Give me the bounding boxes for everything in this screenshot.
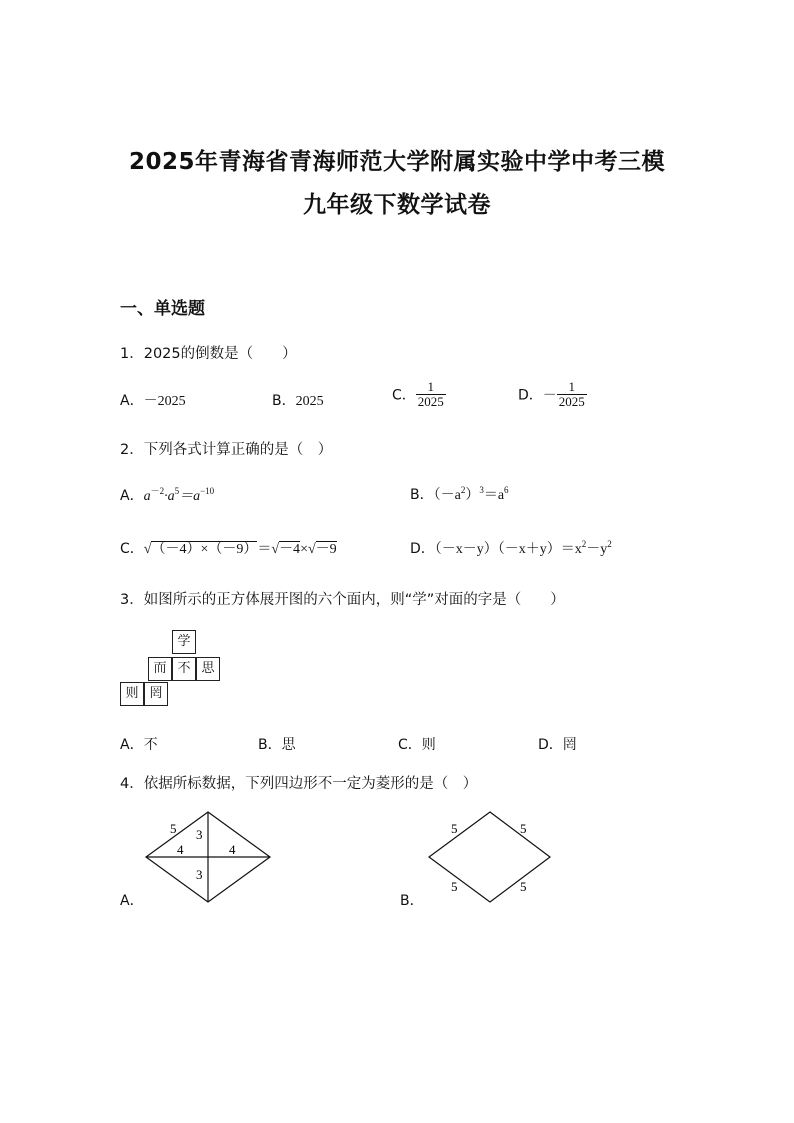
fig-b-label-bottom-right: 5 <box>520 879 527 894</box>
q2-option-c[interactable] <box>120 538 337 558</box>
q2-option-a-expr: $a^{-2}\cdot a^5=a^{-10}$ <box>143 486 215 504</box>
q2-option-d[interactable] <box>410 538 612 558</box>
q1-option-d-fraction <box>557 380 587 409</box>
section-heading: 一、单选题 <box>120 299 205 319</box>
sqrt-icon: √ <box>307 542 316 557</box>
question-1-stem: 1．2025的倒数是（ ） <box>120 346 297 362</box>
q1-d-denominator: 2025 <box>558 394 585 409</box>
q3-option-b[interactable]: B．思 <box>258 737 296 753</box>
q1-option-c[interactable] <box>392 380 446 409</box>
fig-a-label-left-half: 4 <box>177 842 184 857</box>
q2-option-d-expr: $(-x-y)(-x+y)=x^2-y^2$ <box>434 539 612 557</box>
fig-a-label-right-half: 4 <box>229 842 236 857</box>
fig-b-label-bottom-left: 5 <box>451 879 458 894</box>
page-subtitle: 九年级下数学试卷 <box>303 192 491 218</box>
fig-a-label-lower-half: 3 <box>196 867 203 882</box>
q4-option-a-letter[interactable]: A． <box>120 893 144 909</box>
q1-d-numerator: 1 <box>568 379 576 394</box>
net-face-bu: 不 <box>172 657 196 681</box>
net-face-ze: 则 <box>120 682 144 706</box>
q1-option-b-value: 2025 <box>295 394 324 409</box>
q1-option-c-fraction <box>416 380 446 409</box>
q2-option-c-letter: C． <box>120 541 144 557</box>
page-title: 2025年青海省青海师范大学附属实验中学中考三模 <box>128 149 665 175</box>
fig-b-label-top-left: 5 <box>451 821 458 836</box>
q1-option-a-value: －2025 <box>143 394 186 409</box>
q2-option-c-expr: √（－4）×（－9）＝√－4×√－9 <box>143 542 337 557</box>
sqrt-icon: √ <box>271 542 280 557</box>
q2-option-d-letter: D． <box>410 541 435 557</box>
cube-net-figure <box>120 630 224 708</box>
q1-option-a-letter: A． <box>120 393 144 409</box>
question-2-stem: 2．下列各式计算正确的是（ ） <box>120 442 333 458</box>
rhombus-b-outline <box>429 812 550 902</box>
q2-option-b[interactable] <box>410 484 509 504</box>
q2-option-b-letter: B． <box>410 487 434 503</box>
q1-c-denominator: 2025 <box>417 394 444 409</box>
net-face-er: 而 <box>148 657 172 681</box>
q4-figure-b <box>420 806 560 910</box>
net-face-xue: 学 <box>172 630 196 654</box>
q1-option-a[interactable] <box>120 390 186 410</box>
q2-option-b-expr: $(-a^2)^3=a^6$ <box>433 485 509 503</box>
net-face-wang: 罔 <box>144 682 168 706</box>
q1-option-b[interactable] <box>272 390 324 410</box>
q4-option-b-letter[interactable]: B． <box>400 893 424 909</box>
question-3-stem: 3．如图所示的正方体展开图的六个面内，则“学”对面的字是（ ） <box>120 592 565 608</box>
q1-option-d-letter: D． <box>518 387 543 404</box>
q3-option-d[interactable]: D．罔 <box>538 737 577 753</box>
q2-option-a[interactable] <box>120 484 214 505</box>
q1-c-numerator: 1 <box>427 379 435 394</box>
q1-option-c-letter: C． <box>392 387 416 404</box>
fig-a-label-upper-half: 3 <box>196 827 203 842</box>
question-4-stem: 4．依据所标数据，下列四边形不一定为菱形的是（ ） <box>120 776 478 792</box>
fig-b-label-top-right: 5 <box>520 821 527 836</box>
sqrt-icon: √ <box>143 542 152 557</box>
q3-option-c[interactable]: C．则 <box>398 737 436 753</box>
net-face-si: 思 <box>196 657 220 681</box>
q2-option-a-letter: A． <box>120 488 144 504</box>
fig-a-label-side: 5 <box>170 821 177 836</box>
q1-option-b-letter: B． <box>272 393 296 409</box>
q4-figure-a <box>140 806 280 910</box>
q1-option-d[interactable] <box>518 380 587 409</box>
q1-d-sign: － <box>542 388 557 404</box>
q3-option-a[interactable]: A．不 <box>120 737 158 753</box>
